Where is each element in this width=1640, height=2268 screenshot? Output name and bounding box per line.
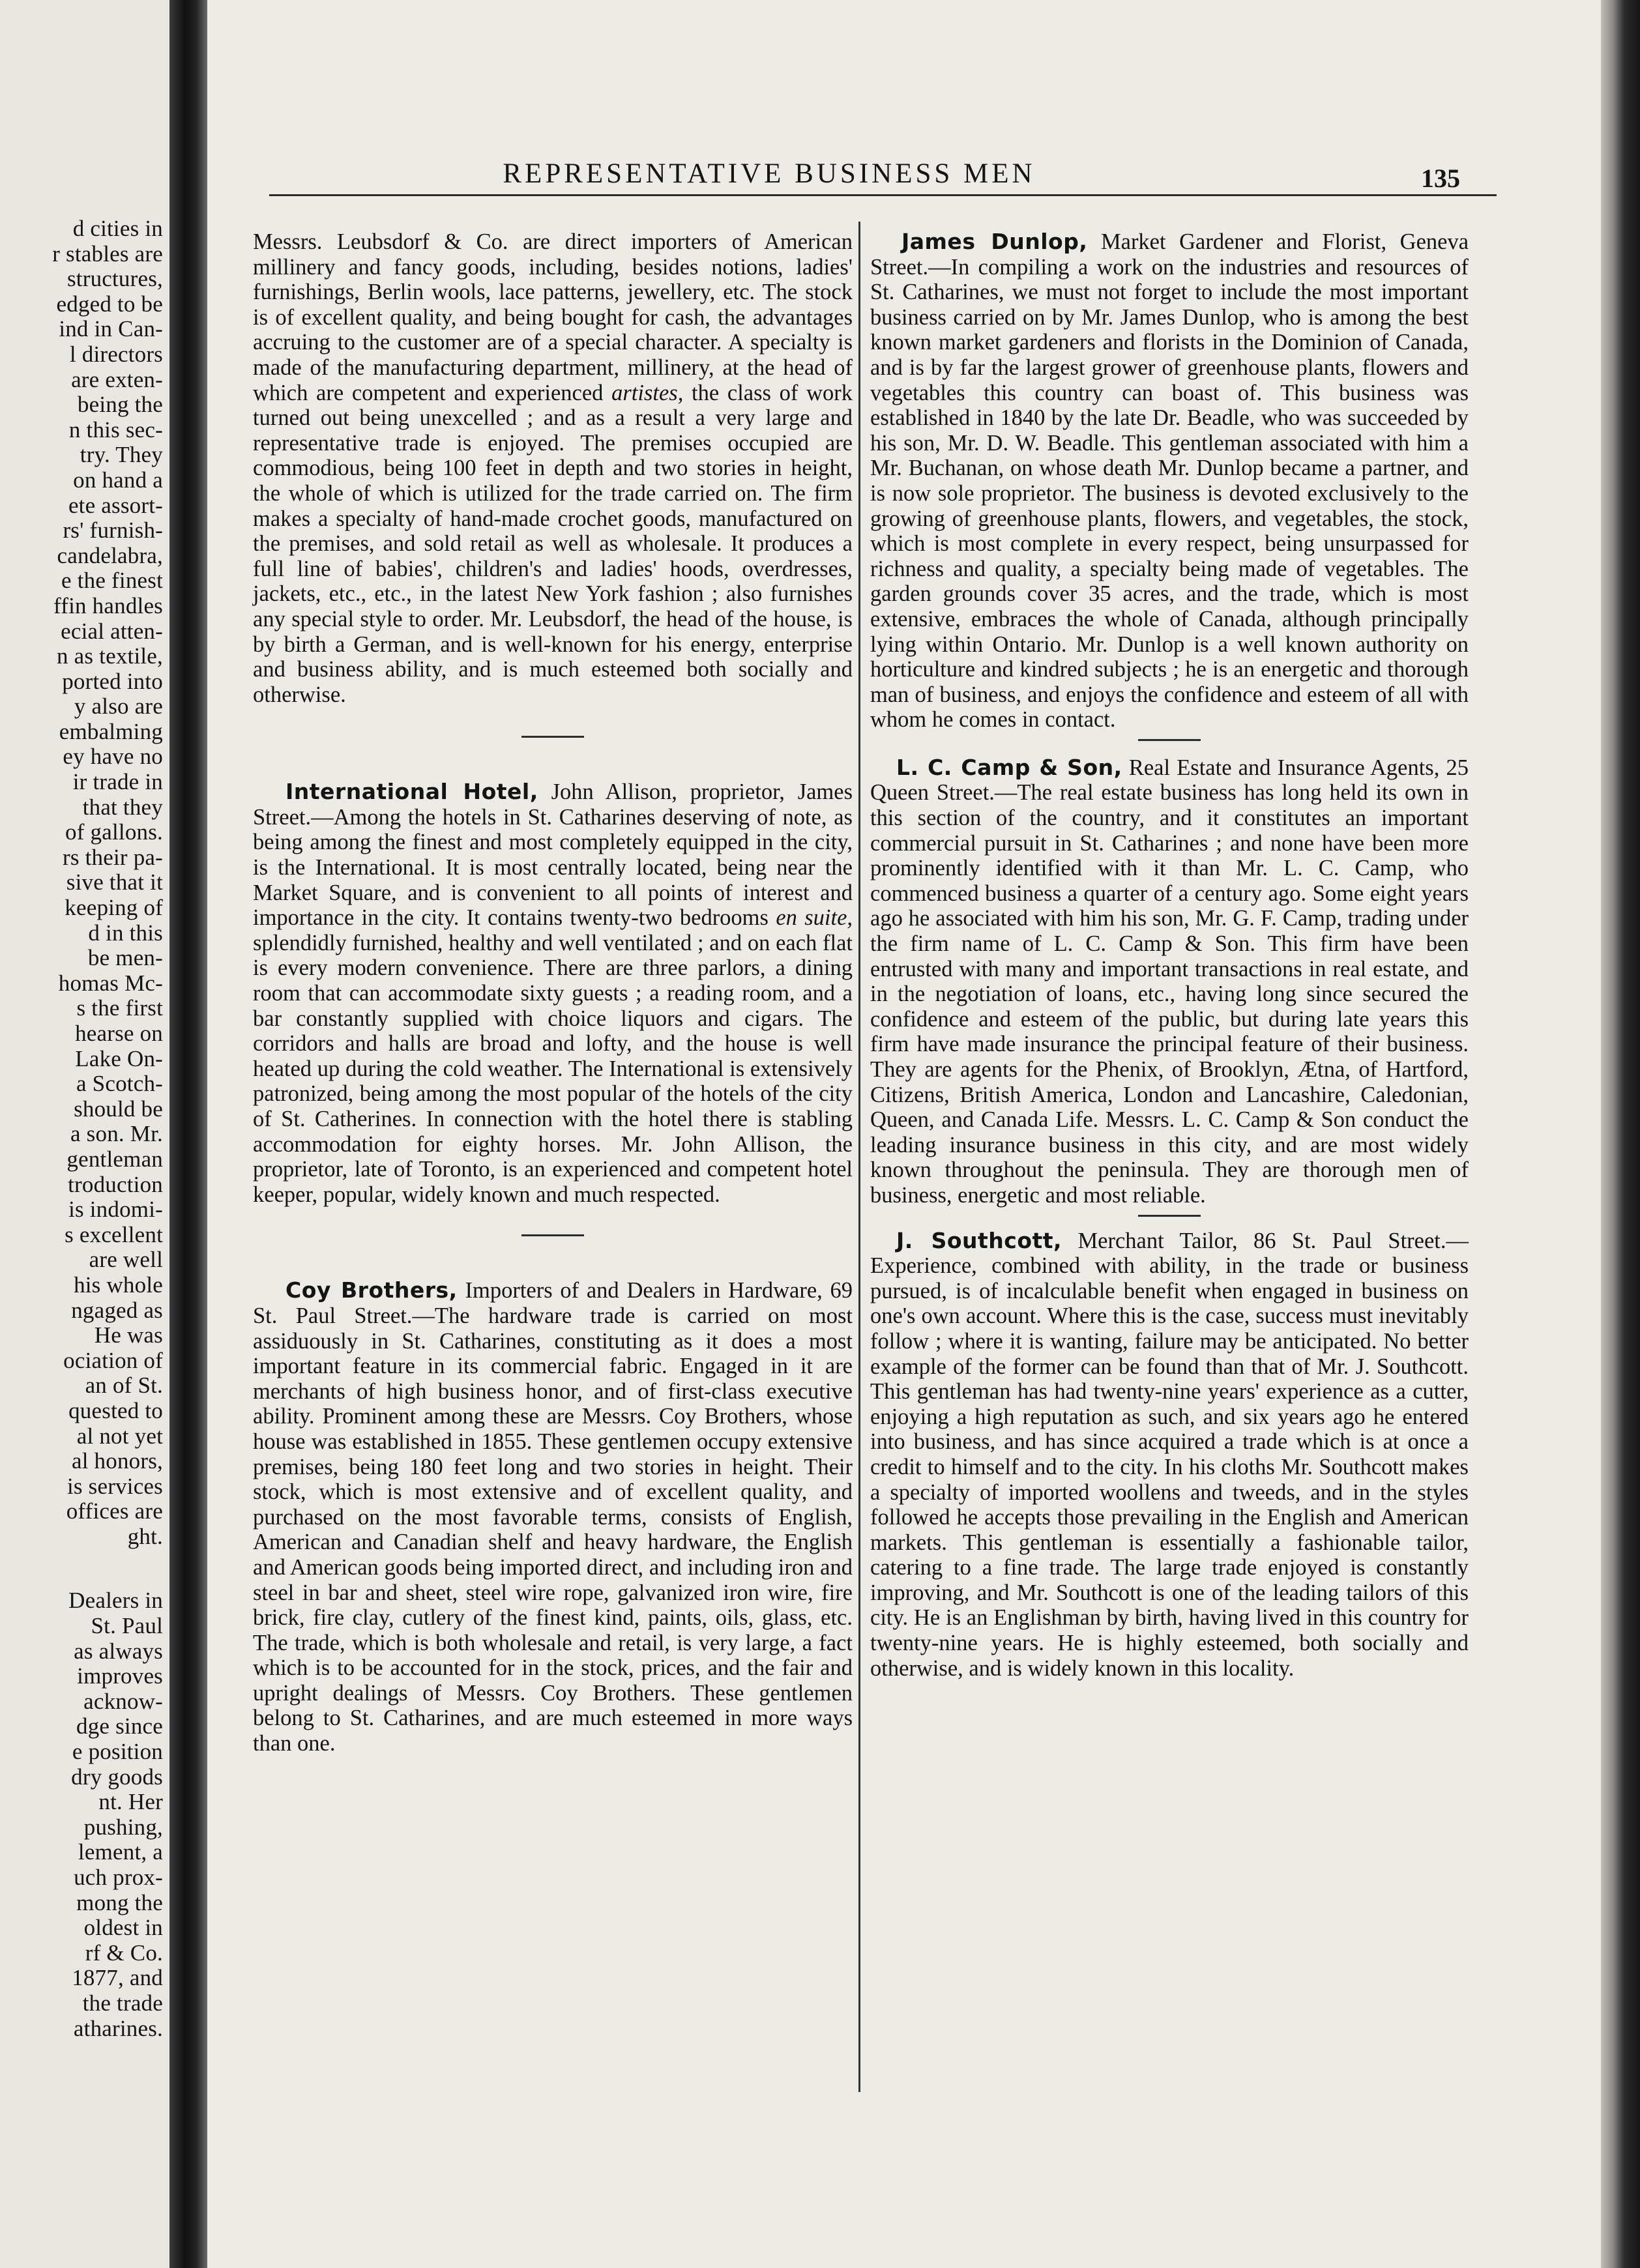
leubsdorf-italic: artistes, [611, 380, 684, 405]
previous-page-line: Lake On- [75, 1045, 163, 1071]
camp-and-son-article [870, 755, 1469, 1208]
previous-page-line: of gallons. [65, 819, 163, 845]
previous-page-line: sive that it [66, 869, 163, 895]
article-separator [1138, 739, 1201, 741]
article-heading: Coy Brothers, [286, 1277, 458, 1303]
previous-page-line: s excellent [65, 1221, 163, 1247]
previous-page-line: an of St. [85, 1373, 163, 1399]
previous-page-line: nt. Her [98, 1789, 163, 1815]
previous-page-line: He was [94, 1322, 163, 1348]
article-separator [1138, 1215, 1201, 1217]
article-body-cont: splendidly furnished, healthy and well ventilated ; and on each flat is every modern convenience. There are three parlors, a dining room that can accommodate sixty guests ; a reading room, and a bar constantly supplied with choice liquors and cigars. The corridors and halls are broad and lofty, and the house is well heated up during the cold weather. The International is extensively patronized, being among the most popular of the hotels of the city of St. Catherines. In connection with the hotel there is stabling accommodation for eighty horses. Mr. John Allison, the proprietor, late of Toronto, is an experienced and competent hotel keeper, popular, widely known and much respected. [253, 930, 853, 1207]
previous-page-line: on hand a [73, 467, 163, 493]
previous-page-line: s the first [76, 995, 163, 1021]
previous-page-line: l directors [69, 341, 163, 367]
article-italic: en suite, [776, 905, 853, 931]
previous-page-line: n as textile, [57, 643, 163, 669]
previous-page-line: r stables are [52, 240, 163, 267]
previous-page-line: his whole [74, 1272, 163, 1298]
previous-page-line: e position [72, 1739, 163, 1765]
running-head: REPRESENTATIVE BUSINESS MEN [503, 158, 1036, 189]
leubsdorf-article [253, 229, 853, 707]
previous-page-line: rs' furnish- [63, 517, 163, 544]
previous-page-line: a Scotch- [76, 1071, 163, 1097]
page-number: 135 [1421, 164, 1460, 193]
previous-page-line: are exten- [71, 366, 163, 392]
previous-page-line: is indomi- [68, 1197, 163, 1223]
previous-page-line: try. They [80, 442, 163, 468]
previous-page-line: quested to [68, 1397, 163, 1423]
james-dunlop-article [870, 229, 1469, 733]
previous-page-line [0, 1549, 163, 1588]
previous-page-line: edged to be [56, 291, 163, 317]
article-body: John Allison, proprietor, James Street.—Among the hotels in St. Catharines deserving of note, as being among the finest and most completely equipped in the city, is the International. It is most centrally located, being near the Market Square, and is convenient to all points of interest and importance in the city. It contains twenty-two bedrooms [253, 779, 853, 931]
previous-page-line: is services [66, 1473, 163, 1499]
page-edge [1601, 0, 1640, 2268]
previous-page-line: ey have no [63, 744, 163, 770]
previous-page-line: ngaged as [71, 1297, 163, 1323]
previous-page-line: being the [77, 392, 163, 418]
previous-page-line: ete assort- [68, 492, 163, 518]
leubsdorf-text-cont: the class of work turned out being unexcelled ; and as a result a very large and representative trade is enjoyed. The premises occupied are commodious, being 100 feet in depth and two stories in height, the whole of which is utilized for the trade carried on. The firm makes a specialty of hand-made crochet goods, manufactured on the premises, and sold retail as well as wholesale. It produces a full line of babies', children's and ladies' hoods, overdresses, jackets, etc., etc., in the latest New York fashion ; also furnishes any special style to order. Mr. Leubsdorf, the head of the house, is by birth a German, and is well-known for his energy, enterprise and business ability, and is much esteemed both socially and otherwise. [253, 380, 853, 707]
previous-page-line: dry goods [71, 1764, 163, 1790]
previous-page-line: rs their pa- [62, 844, 163, 870]
previous-page-line: offices are [66, 1498, 163, 1524]
previous-page-line: ir trade in [72, 769, 163, 795]
previous-page-fragment [0, 0, 169, 2268]
article-heading: L. C. Camp & Son, [896, 754, 1122, 780]
previous-page-line: should be [74, 1096, 163, 1122]
previous-page-line: ffin handles [53, 592, 163, 618]
article-body: Real Estate and Insurance Agents, 25 Queen Street.—The real estate business has long held its own in this section of the country, and it constitutes an important commercial pursuit in St. Catharines ; and none have been more prominently identified with it than Mr. L. C. Camp, who commenced business a quarter of a century ago. Some eight years ago he associated with him his son, Mr. G. F. Camp, trading under the firm name of L. C. Camp & Son. This firm have been entrusted with many and important transactions in real estate, and in the negotiation of loans, etc., having long since secured the confidence and esteem of the public, but during late years this firm have made insurance the principal feature of their business. They are agents for the Phenix, of Brooklyn, Ætna, of Hartford, Citizens, British America, London and Lancashire, Caledonian, Queen, and Canada Life. Messrs. L. C. Camp & Son conduct the leading insurance business in this city, and are most widely known throughout the peninsula. They are thorough men of business, energetic and most reliable. [870, 755, 1469, 1208]
column-divider [858, 222, 860, 2092]
previous-page-line: as always [74, 1638, 163, 1664]
previous-page-line: ociation of [63, 1347, 163, 1373]
previous-page-line: ecial atten- [61, 618, 163, 644]
previous-page-line: St. Paul [91, 1613, 163, 1639]
previous-page-line: 1877, and [72, 1965, 163, 1991]
international-hotel-article [253, 779, 853, 1207]
article-heading: International Hotel, [286, 779, 538, 805]
article-separator [521, 1234, 584, 1236]
previous-page-line: al honors, [71, 1448, 163, 1474]
leubsdorf-text: Messrs. Leubsdorf & Co. are direct importers of American millinery and fancy goods, including, besides notions, ladies' furnishings, Berlin wools, lace patterns, jewellery, etc. The stock is of excellent quality, and being bought for cash, the advantages accruing to the customer are of a special character. A specialty is made of the manufacturing department, millinery, at the head of which are competent and experienced [253, 229, 853, 405]
left-column [253, 229, 853, 1756]
previous-page-line: gentleman [66, 1146, 163, 1172]
previous-page-line: that they [82, 794, 163, 820]
previous-page-line: be men- [87, 945, 163, 971]
previous-page-line: ght. [127, 1523, 163, 1549]
southcott-article [870, 1228, 1469, 1681]
previous-page-line: d in this [88, 920, 163, 946]
previous-page-line: embalming [59, 718, 163, 744]
article-body: Market Gardener and Florist, Geneva Street.—In compiling a work on the industries and resources of St. Catharines, we must not forget to include the most important business carried on by Mr. James Dunlop, who is among the best known market gardeners and florists in the Dominion of Canada, and is by far the largest grower of greenhouse plants, flowers and vegetables this country can boast of. This business was established in 1840 by the late Dr. Beadle, who was succeeded by his son, Mr. D. W. Beadle. This gentleman associated with him a Mr. Buchanan, on whose death Mr. Dunlop became a partner, and is now sole proprietor. The business is devoted exclusively to the growing of greenhouse plants, flowers, and vegetables, the stock, which is most complete in every respect, being unsurpassed for richness and quality, a specialty being made of vegetables. The garden grounds cover 35 acres, and the trade, which is most extensive, embraces the whole of Canada, although principally lying within Ontario. Mr. Dunlop is a well known authority on horticulture and kindred subjects ; he is an energetic and thorough man of business, and enjoys the confidence and esteem of all with whom he comes in contact. [870, 229, 1469, 733]
previous-page-line: oldest in [83, 1915, 163, 1941]
header-rule [269, 194, 1497, 196]
previous-page-line: keeping of [65, 895, 163, 921]
article-heading: James Dunlop, [901, 229, 1088, 254]
previous-page-line: pushing, [83, 1814, 163, 1840]
previous-page-line: dge since [76, 1713, 163, 1739]
article-body: Importers of and Dealers in Hardware, 69 St. Paul Street.—The hardware trade is carried on most assiduously in St. Catharines, constituting as it does a most important feature in its commercial fabric. Engaged in it are merchants of high business honor, and of first-class executive ability. Prominent among these are Messrs. Coy Brothers, whose house was established in 1855. These gentlemen occupy extensive premises, being 180 feet long and two stories in height. Their stock, which is most extensive and of excellent quality, and purchased on the most favorable terms, consists of English, American and Canadian shelf and heavy hardware, the English and American goods being imported direct, and including iron and steel in bar and sheet, steel wire rope, galvanized iron wire, fire brick, fire clay, cutlery of the finest kind, paints, oils, glass, etc. The trade, which is both wholesale and retail, is very large, a fact which is to be accounted for in the stock, prices, and the fair and upright dealings of Messrs. Coy Brothers. These gentlemen belong to St. Catharines, and are much esteemed in more ways than one. [253, 1278, 853, 1756]
previous-page-line: e the finest [61, 568, 163, 594]
previous-page-line: a son. Mr. [70, 1121, 163, 1147]
previous-page-line: homas Mc- [58, 970, 163, 996]
previous-page-line: acknow- [83, 1688, 163, 1714]
right-column [870, 229, 1469, 1681]
previous-page-line: atharines. [73, 2015, 163, 2041]
previous-page-line: uch prox- [74, 1865, 163, 1890]
previous-page-line: structures, [66, 266, 163, 292]
previous-page-line: candelabra, [57, 542, 163, 568]
article-body: Merchant Tailor, 86 St. Paul Street.—Experience, combined with ability, in the trade or business pursued, is of incalculable benefit when engaged in business on one's own account. Where this is the case, success must inevitably follow ; where it is wanting, failure may be anticipated. No better example of the former can be found than that of Mr. J. Southcott. This gentleman has had twenty-nine years' experience as a cutter, enjoying a high reputation as such, and six years ago he entered into business, and has since acquired a trade which is at once a credit to himself and to the city. In his cloths Mr. Southcott makes a specialty of imported woollens and tweeds, and in the styles followed he accepts those prevailing in the English and American markets. This gentleman is essentially a fashionable tailor, catering to a fine trade. The large trade enjoyed is constantly improving, and Mr. Southcott is one of the leading tailors of this city. He is an Englishman by birth, having lived in this country for twenty-nine years. He is highly esteemed, both socially and otherwise, and is widely known in this locality. [870, 1228, 1469, 1681]
previous-page-line: ind in Can- [59, 316, 163, 342]
previous-page-line: improves [77, 1663, 163, 1689]
book-gutter [169, 0, 207, 2268]
previous-page-line: Dealers in [68, 1588, 163, 1614]
previous-page-line: ported into [62, 668, 163, 694]
previous-page-line: y also are [74, 693, 163, 720]
article-separator [521, 736, 584, 738]
previous-page-text [0, 216, 163, 2041]
previous-page-line: n this sec- [68, 416, 163, 443]
article-heading: J. Southcott, [896, 1227, 1062, 1253]
previous-page-line: mong the [76, 1889, 163, 1915]
previous-page-line: rf & Co. [85, 1940, 163, 1966]
previous-page-line: hearse on [75, 1021, 163, 1046]
previous-page-line: lement, a [78, 1839, 163, 1865]
previous-page-line: troduction [68, 1171, 163, 1197]
previous-page-line: are well [89, 1247, 163, 1273]
previous-page-line: al not yet [76, 1423, 163, 1449]
coy-brothers-article [253, 1278, 853, 1756]
previous-page-line: the trade [82, 1990, 163, 2016]
previous-page-line: d cities in [72, 216, 163, 241]
